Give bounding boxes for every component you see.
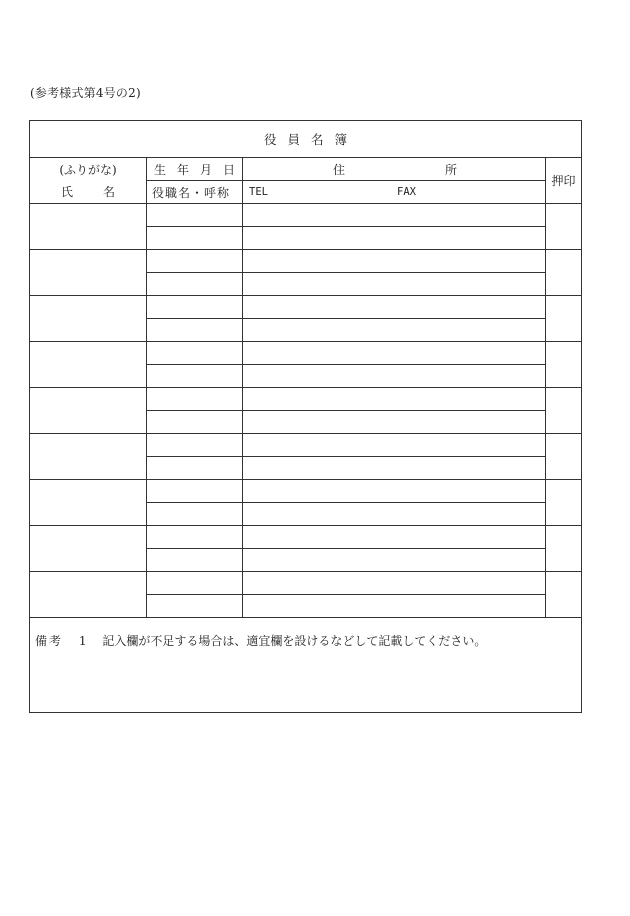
birthdate-cell[interactable] <box>147 296 243 319</box>
officer-entry-row <box>30 296 582 319</box>
roster-title-text: 役員名簿 <box>264 132 359 147</box>
seal-cell[interactable] <box>546 342 582 388</box>
header-birth-char: 日 <box>222 162 235 177</box>
role-title-cell[interactable] <box>147 411 243 434</box>
address-cell[interactable] <box>243 296 546 319</box>
seal-cell[interactable] <box>546 572 582 618</box>
header-address <box>243 158 546 181</box>
officer-entry-row <box>30 526 582 549</box>
birthdate-cell[interactable] <box>147 572 243 595</box>
address-cell[interactable] <box>243 526 546 549</box>
header-tel: TEL <box>249 186 268 198</box>
notes-text: 記入欄が不足する場合は、適宜欄を設けるなどして記載してください。 <box>102 634 487 648</box>
name-cell[interactable] <box>30 342 147 388</box>
address-cell[interactable] <box>243 434 546 457</box>
officer-entry-row <box>30 204 582 227</box>
header-name-label: 氏名 <box>60 184 145 199</box>
header-address-char: 住 <box>333 162 346 177</box>
seal-cell[interactable] <box>546 388 582 434</box>
header-birth-char: 生 <box>154 162 167 177</box>
seal-cell[interactable] <box>546 296 582 342</box>
tel-fax-cell[interactable] <box>243 595 546 618</box>
role-title-cell[interactable] <box>147 595 243 618</box>
address-cell[interactable] <box>243 572 546 595</box>
role-title-cell[interactable] <box>147 319 243 342</box>
tel-fax-cell[interactable] <box>243 411 546 434</box>
name-cell[interactable] <box>30 434 147 480</box>
address-cell[interactable] <box>243 204 546 227</box>
role-title-cell[interactable] <box>147 503 243 526</box>
seal-cell[interactable] <box>546 204 582 250</box>
name-cell[interactable] <box>30 526 147 572</box>
officer-entry-row <box>30 480 582 503</box>
role-title-cell[interactable] <box>147 365 243 388</box>
form-reference: (参考様式第4号の2) <box>30 86 141 100</box>
birthdate-cell[interactable] <box>147 480 243 503</box>
header-address-char: 所 <box>444 162 457 177</box>
seal-cell[interactable] <box>546 480 582 526</box>
seal-cell[interactable] <box>546 250 582 296</box>
notes <box>30 618 582 713</box>
tel-fax-cell[interactable] <box>243 227 546 250</box>
header-birthdate <box>147 158 243 181</box>
tel-fax-cell[interactable] <box>243 319 546 342</box>
name-cell[interactable] <box>30 572 147 618</box>
name-cell[interactable] <box>30 204 147 250</box>
header-furigana: (ふりがな) <box>59 162 117 177</box>
officer-roster-table <box>29 120 582 713</box>
officer-entry-row <box>30 342 582 365</box>
header-birth-char: 月 <box>199 162 212 177</box>
address-cell[interactable] <box>243 480 546 503</box>
name-cell[interactable] <box>30 388 147 434</box>
header-birth-char: 年 <box>176 162 189 177</box>
officer-entry-row <box>30 572 582 595</box>
header-role-title: 役職名・呼称 <box>147 181 243 204</box>
seal-cell[interactable] <box>546 526 582 572</box>
tel-fax-cell[interactable] <box>243 549 546 572</box>
birthdate-cell[interactable] <box>147 250 243 273</box>
tel-fax-cell[interactable] <box>243 273 546 296</box>
tel-fax-cell[interactable] <box>243 365 546 388</box>
roster-title <box>30 121 582 158</box>
birthdate-cell[interactable] <box>147 388 243 411</box>
name-cell[interactable] <box>30 296 147 342</box>
header-name <box>30 158 147 204</box>
address-cell[interactable] <box>243 342 546 365</box>
address-cell[interactable] <box>243 250 546 273</box>
notes-number: 1 <box>78 634 87 648</box>
role-title-cell[interactable] <box>147 273 243 296</box>
header-fax: FAX <box>397 186 416 198</box>
officer-entry-row <box>30 250 582 273</box>
header-tel-fax <box>243 181 546 204</box>
birthdate-cell[interactable] <box>147 204 243 227</box>
role-title-cell[interactable] <box>147 457 243 480</box>
name-cell[interactable] <box>30 480 147 526</box>
birthdate-cell[interactable] <box>147 526 243 549</box>
tel-fax-cell[interactable] <box>243 457 546 480</box>
role-title-cell[interactable] <box>147 227 243 250</box>
birthdate-cell[interactable] <box>147 434 243 457</box>
name-cell[interactable] <box>30 250 147 296</box>
role-title-cell[interactable] <box>147 549 243 572</box>
officer-entry-row <box>30 434 582 457</box>
birthdate-cell[interactable] <box>147 342 243 365</box>
seal-cell[interactable] <box>546 434 582 480</box>
notes-label: 備考 <box>35 634 64 648</box>
officer-entry-row <box>30 388 582 411</box>
tel-fax-cell[interactable] <box>243 503 546 526</box>
address-cell[interactable] <box>243 388 546 411</box>
header-seal: 押印 <box>546 158 582 204</box>
